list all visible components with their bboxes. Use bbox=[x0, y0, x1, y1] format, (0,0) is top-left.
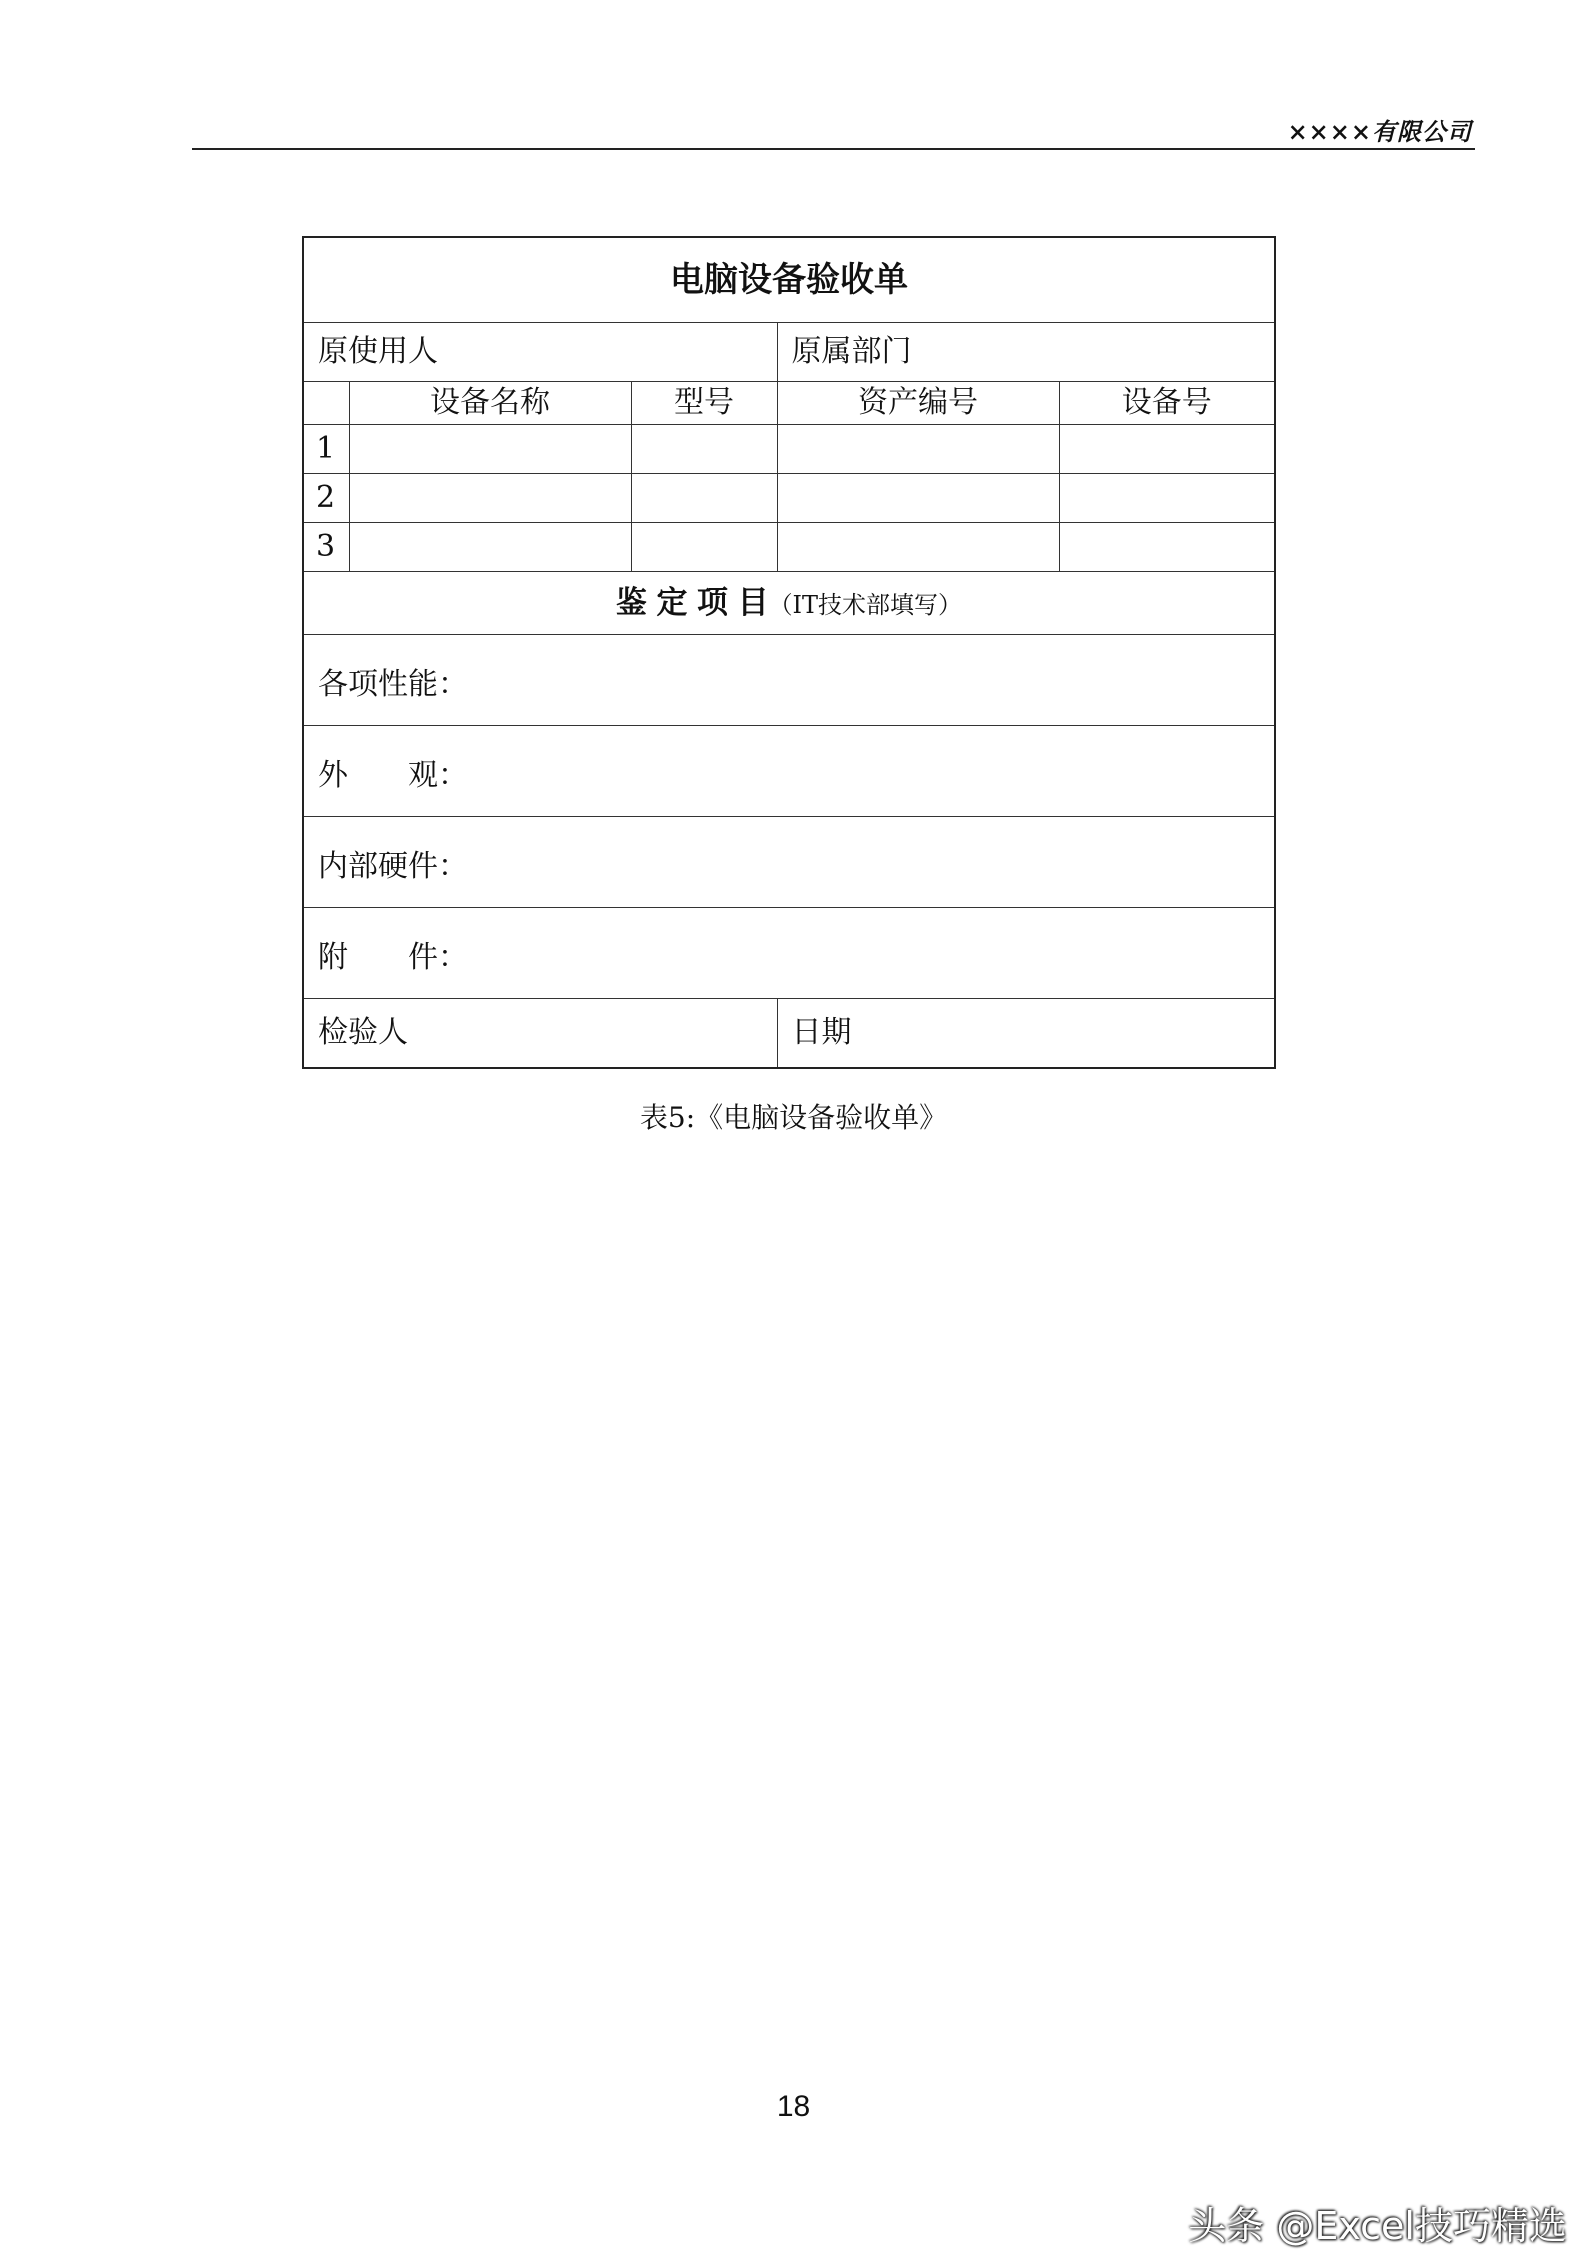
date-field[interactable]: 日期 bbox=[777, 999, 1275, 1069]
evaluation-heading-char: 鉴 bbox=[615, 584, 647, 621]
internal-hardware-field[interactable]: 内部硬件： bbox=[303, 817, 1275, 908]
equipment-name-cell[interactable] bbox=[349, 425, 631, 474]
asset-no-cell[interactable] bbox=[777, 523, 1059, 572]
row-index: 2 bbox=[303, 474, 349, 523]
device-no-cell[interactable] bbox=[1059, 425, 1275, 474]
original-dept-label: 原属部门 bbox=[777, 323, 1275, 382]
column-header-model: 型号 bbox=[631, 382, 777, 425]
evaluation-note: （IT技术部填写） bbox=[768, 590, 963, 619]
company-header: ××××有限公司 bbox=[1287, 117, 1472, 146]
model-cell[interactable] bbox=[631, 425, 777, 474]
performance-field[interactable]: 各项性能： bbox=[303, 635, 1275, 726]
table-row bbox=[303, 474, 1275, 523]
original-user-label: 原使用人 bbox=[303, 323, 777, 382]
equipment-name-cell[interactable] bbox=[349, 523, 631, 572]
index-header-cell bbox=[303, 382, 349, 425]
table-row bbox=[303, 425, 1275, 474]
column-header-name: 设备名称 bbox=[349, 382, 631, 425]
form-title: 电脑设备验收单 bbox=[303, 237, 1275, 323]
appearance-field[interactable]: 外 观： bbox=[303, 726, 1275, 817]
model-cell[interactable] bbox=[631, 474, 777, 523]
device-no-cell[interactable] bbox=[1059, 474, 1275, 523]
evaluation-heading-char: 目 bbox=[737, 584, 769, 621]
evaluation-heading bbox=[303, 572, 1275, 635]
model-cell[interactable] bbox=[631, 523, 777, 572]
column-header-device-no: 设备号 bbox=[1059, 382, 1275, 425]
evaluation-heading-char: 定 bbox=[656, 584, 688, 621]
table-row bbox=[303, 523, 1275, 572]
watermark: 头条 @Excel技巧精选 bbox=[1188, 2204, 1567, 2248]
device-no-cell[interactable] bbox=[1059, 523, 1275, 572]
asset-no-cell[interactable] bbox=[777, 425, 1059, 474]
asset-no-cell[interactable] bbox=[777, 474, 1059, 523]
row-index: 1 bbox=[303, 425, 349, 474]
page-number: 18 bbox=[776, 2090, 811, 2123]
acceptance-form-table bbox=[302, 236, 1276, 1069]
evaluation-heading-char: 项 bbox=[697, 584, 729, 621]
accessories-field[interactable]: 附 件： bbox=[303, 908, 1275, 999]
table-caption: 表5:《电脑设备验收单》 bbox=[639, 1101, 948, 1134]
inspector-field[interactable]: 检验人 bbox=[303, 999, 777, 1069]
row-index: 3 bbox=[303, 523, 349, 572]
equipment-name-cell[interactable] bbox=[349, 474, 631, 523]
header-divider bbox=[192, 148, 1475, 150]
column-header-asset-no: 资产编号 bbox=[777, 382, 1059, 425]
